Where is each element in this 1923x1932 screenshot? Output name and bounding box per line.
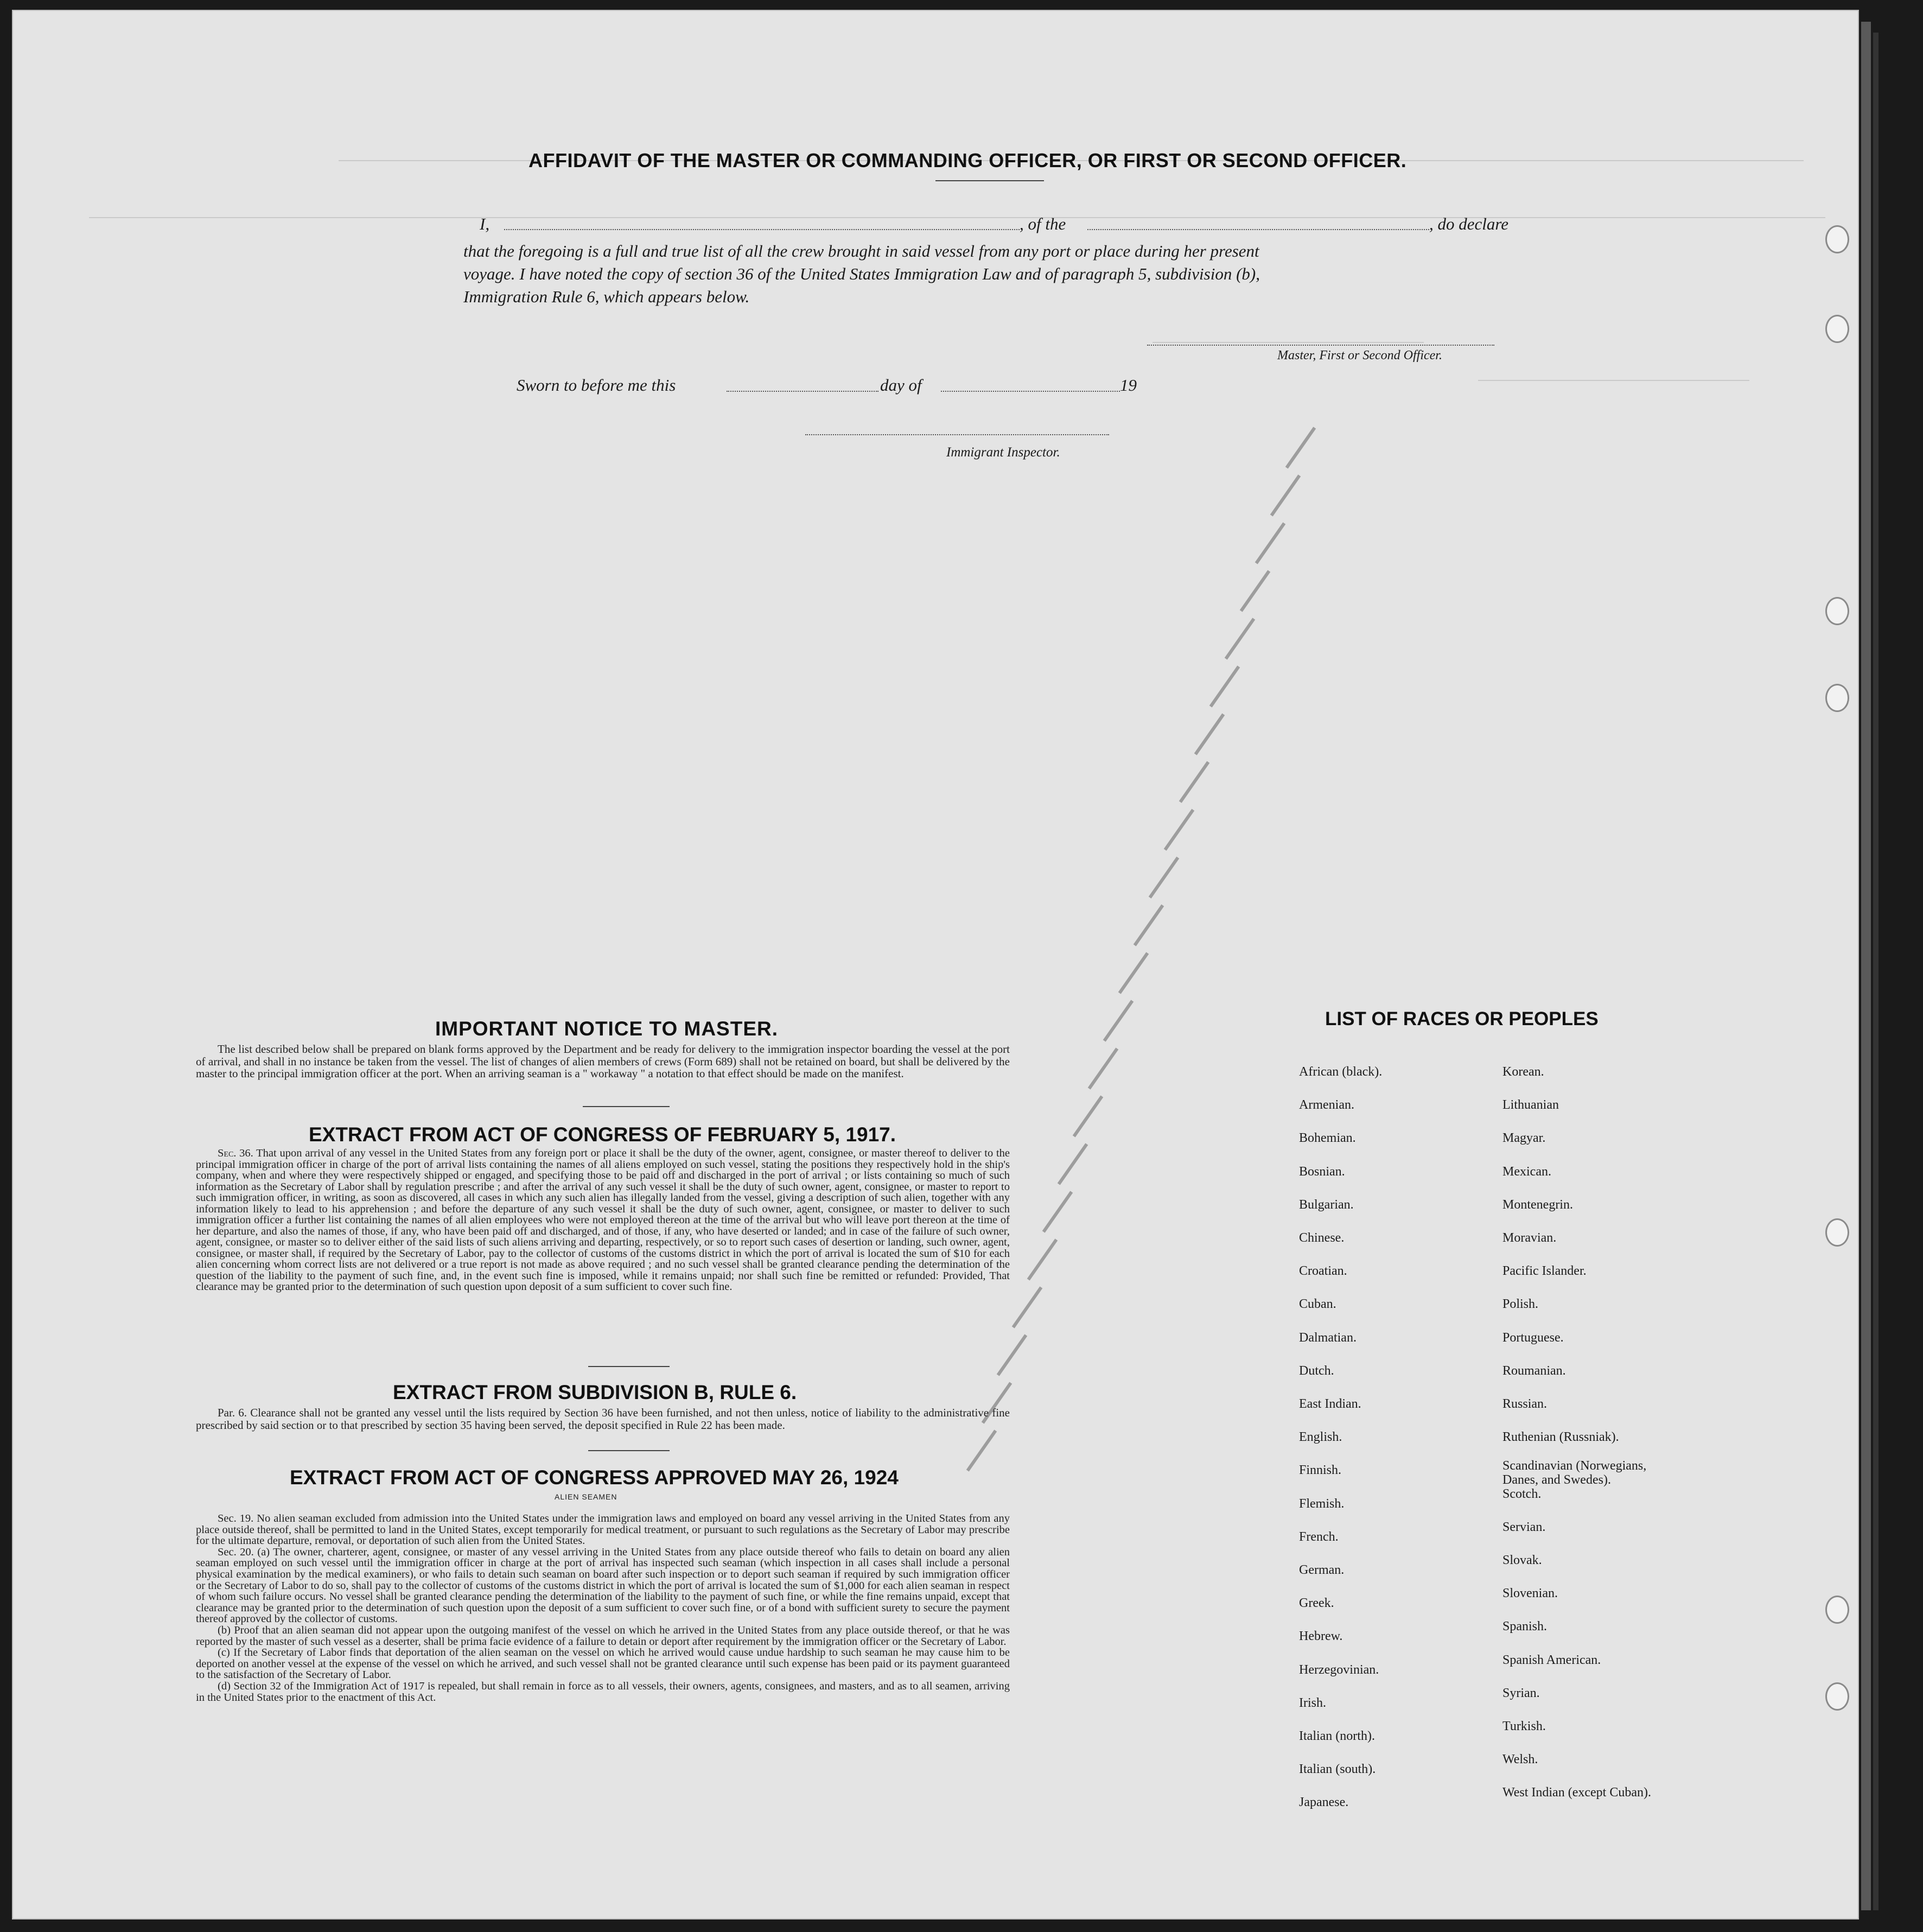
binding-hole <box>1825 597 1849 625</box>
ghost-tick-mark <box>1149 856 1180 898</box>
notice-body <box>196 1043 1010 1080</box>
extract-1924-subtitle: ALIEN SEAMEN <box>555 1492 617 1501</box>
race-item: Greek. <box>1299 1596 1334 1611</box>
binding-hole <box>1825 225 1849 253</box>
divider <box>935 180 1044 181</box>
ghost-tick-mark <box>1270 474 1301 516</box>
race-item: Herzegovinian. <box>1299 1662 1379 1677</box>
race-item: Montenegrin. <box>1502 1197 1573 1212</box>
ghost-tick-mark <box>1118 952 1149 994</box>
ghost-tick-mark <box>1179 761 1210 803</box>
race-item: African (black). <box>1299 1065 1383 1079</box>
extract-1924-title: EXTRACT FROM ACT OF CONGRESS APPROVED MAY 26, 1924 <box>290 1466 899 1489</box>
divider <box>588 1450 670 1451</box>
race-item: Korean. <box>1502 1065 1544 1079</box>
ghost-tick-mark <box>966 1429 997 1471</box>
master-signature-line <box>1147 345 1494 346</box>
name-blank <box>504 229 1020 230</box>
ghost-tick-mark <box>1134 904 1164 946</box>
binding-hole <box>1825 1682 1849 1711</box>
ghost-tick-mark <box>1225 618 1256 659</box>
race-item: West Indian (except Cuban). <box>1502 1785 1651 1800</box>
sec-20a-paragraph: Sec. 20. (a) The owner, charterer, agent, consignee, or master of any vessel arriving in the United States from any place outside thereof who fails to detain on board any alien seaman employed on such vessel until the immigration officer in charge at the port of arrival has inspected such seaman (which inspection in all cases shall include a personal physical examination by the medical examiners), or who fails to detain such seaman on board after such inspection or to deport such seaman if required by such immigration officer or the Secretary of Labor to do so, shall pay to the collector of customs of the customs district in which the port of arrival is located the sum of $1,000 for each alien seaman in respect of whom such failure occurs. No vessel shall be granted clearance pending the determination of the liability to the payment of such fine, or while the fine remains unpaid, except that clearance may be granted prior to the determination of such question upon the deposit of a sum sufficient to cover such fine, or of a bond with sufficient surety to secure the payment thereof approved by the collector of customs. <box>196 1546 1010 1625</box>
race-item: Magyar. <box>1502 1131 1546 1146</box>
affidavit-declare: , do declare <box>1429 214 1509 233</box>
extract-1924-body <box>196 1513 1010 1703</box>
master-signature-caption: Master, First or Second Officer. <box>1277 348 1442 363</box>
sec-20b-paragraph: (b) Proof that an alien seaman did not appear upon the outgoing manifest of the vessel on which he arrived in the United States from any place outside thereof, or that he was reported by the master of such vessel as a deserter, shall be prima facie evidence of a failure to detain or deport after requirement by the immigration officer or the Secretary of Labor. <box>196 1624 1010 1648</box>
race-item: Italian (south). <box>1299 1762 1376 1777</box>
rule-6-paragraph: Par. 6. Clearance shall not be granted any vessel until the lists required by Section 36 have been furnished, and not then unless, notice of liability to the administrative fine prescribed by said section or to that prescribed by section 35 having been served, the deposit specified in Rule 22 has been made. <box>196 1406 1010 1432</box>
race-item: Italian (north). <box>1299 1729 1375 1743</box>
race-item: Japanese. <box>1299 1795 1349 1810</box>
page-edge <box>1873 33 1879 1910</box>
race-item: East Indian. <box>1299 1397 1361 1411</box>
sec-20d-paragraph: (d) Section 32 of the Immigration Act of 1917 is repealed, but shall remain in force as to all vessels, their owners, agents, consignees, and masters, and as to all seamen, arriving in the United States prior to the enactment of this Act. <box>196 1680 1010 1704</box>
rule-6-body <box>196 1407 1010 1431</box>
ghost-tick-mark <box>1209 665 1240 707</box>
year-text: 19 <box>1120 376 1137 395</box>
section-label: Sec. 36. <box>218 1147 253 1159</box>
race-item: Flemish. <box>1299 1496 1345 1511</box>
extract-1917-body <box>196 1148 1010 1293</box>
binding-hole <box>1825 1218 1849 1247</box>
ghost-tick-mark <box>1058 1143 1088 1185</box>
race-item: Bohemian. <box>1299 1131 1356 1146</box>
race-item: Scandinavian (Norwegians, Danes, and Swedes). <box>1502 1459 1647 1488</box>
ghost-tick-mark <box>997 1334 1028 1376</box>
rule-6-title: EXTRACT FROM SUBDIVISION B, RULE 6. <box>393 1381 797 1403</box>
race-item: Servian. <box>1502 1520 1546 1534</box>
race-item: Portuguese. <box>1502 1330 1564 1345</box>
races-title: LIST OF RACES OR PEOPLES <box>1325 1008 1599 1029</box>
page-edge <box>1861 22 1871 1910</box>
race-item: Slovak. <box>1502 1553 1542 1567</box>
notice-title: IMPORTANT NOTICE TO MASTER. <box>435 1018 779 1040</box>
race-item: German. <box>1299 1563 1345 1577</box>
affidavit-line-1: that the foregoing is a full and true list of all the crew brought in said vessel from any port or place during her present <box>463 242 1259 260</box>
ghost-tick-mark <box>1164 809 1195 850</box>
race-item: Ruthenian (Russniak). <box>1502 1430 1619 1445</box>
divider <box>583 1106 670 1107</box>
race-item: Roumanian. <box>1502 1363 1566 1378</box>
divider <box>588 1366 670 1367</box>
race-item: Polish. <box>1502 1297 1539 1312</box>
race-item: Lithuanian <box>1502 1098 1559 1113</box>
race-item: Welsh. <box>1502 1752 1538 1767</box>
ghost-tick-mark <box>1027 1238 1058 1280</box>
race-item: Cuban. <box>1299 1297 1336 1312</box>
vessel-blank <box>1087 229 1429 230</box>
ghost-tick-mark <box>1073 1095 1104 1137</box>
race-item: Russian. <box>1502 1397 1548 1411</box>
race-item: Mexican. <box>1502 1164 1551 1179</box>
ghost-tick-mark <box>1255 522 1286 564</box>
extract-1917-title: EXTRACT FROM ACT OF CONGRESS OF FEBRUARY 5, 1917. <box>309 1123 896 1146</box>
race-item: Pacific Islander. <box>1502 1264 1587 1279</box>
document-page <box>12 10 1859 1920</box>
affidavit-i: I, <box>480 214 490 233</box>
race-item: French. <box>1299 1529 1339 1544</box>
month-blank <box>941 391 1120 392</box>
sworn-text: Sworn to before me this <box>517 376 676 395</box>
race-item: Spanish. <box>1502 1619 1548 1634</box>
ghost-tick-mark <box>1194 713 1225 755</box>
race-item: Syrian. <box>1502 1686 1540 1700</box>
race-item: Hebrew. <box>1299 1629 1343 1644</box>
ghost-tick-mark <box>1240 570 1271 612</box>
race-item: Finnish. <box>1299 1463 1342 1478</box>
affidavit-of-the: , of the <box>1020 214 1066 233</box>
binding-hole <box>1825 315 1849 343</box>
affidavit-line-2: voyage. I have noted the copy of section 36 of the United States Immigration Law and of paragraph 5, subdivision (b), <box>463 264 1260 283</box>
ghost-tick-mark <box>1285 427 1316 468</box>
sec-19-paragraph: Sec. 19. No alien seaman excluded from admission into the United States under the immigration laws and employed on board any vessel arriving in the United States from any place outside thereof, shall be permitted to land in the United States, except temporarily for medical treatment, or pursuant to such regulations as the Secretary of Labor may prescribe for the ultimate departure, removal, or deportation of such alien from the United States. <box>196 1512 1010 1547</box>
inspector-signature-line <box>805 434 1109 435</box>
ghost-tick-mark <box>1042 1191 1073 1232</box>
race-item: Bosnian. <box>1299 1164 1345 1179</box>
race-item: English. <box>1299 1430 1342 1445</box>
notice-paragraph: The list described below shall be prepared on blank forms approved by the Department and be ready for delivery to the immigration inspector boarding the vessel at the port of arrival, and shall in no instance be taken from the vessel. The list of changes of alien members of crews (Form 689) shall not be retained on board, but shall be delivered by the master to the principal immigration officer at the port. When an arriving seaman is a " workaway " a notation to that effect should be made on the manifest. <box>196 1043 1010 1080</box>
affidavit-title: AFFIDAVIT OF THE MASTER OR COMMANDING OFFICER, OR FIRST OR SECOND OFFICER. <box>528 149 1407 171</box>
race-item: Bulgarian. <box>1299 1197 1354 1212</box>
race-item: Scotch. <box>1502 1486 1542 1501</box>
race-item: Moravian. <box>1502 1231 1557 1245</box>
ghost-tick-mark <box>1088 1047 1119 1089</box>
inspector-caption: Immigrant Inspector. <box>946 445 1060 460</box>
ghost-tick-mark <box>1103 1000 1134 1041</box>
race-item: Croatian. <box>1299 1264 1347 1279</box>
race-item: Turkish. <box>1502 1719 1546 1733</box>
sec-20c-paragraph: (c) If the Secretary of Labor finds that deportation of the alien seaman on the vessel on which he arrived would cause undue hardship to such seaman he may cause him to be deported on another vessel at the expense of the vessel on which he arrived, and such vessel shall not be granted clearance until such expense has been paid or its payment guaranteed to the satisfaction of the Secretary of Labor. <box>196 1647 1010 1681</box>
race-item: Dalmatian. <box>1299 1330 1357 1345</box>
affidavit-line-3: Immigration Rule 6, which appears below. <box>463 287 750 306</box>
race-item: Spanish American. <box>1502 1653 1601 1667</box>
binding-hole <box>1825 684 1849 712</box>
race-item: Armenian. <box>1299 1098 1354 1113</box>
day-blank <box>727 391 878 392</box>
section-36-text: That upon arrival of any vessel in the United States from any foreign port or place it shall be the duty of the owner, agent, consignee, or master thereof to deliver to the principal immigration officer in charge of the port of arrival lists containing the names of all aliens employed on such vessel, stating the positions they respectively hold in the ship's company, when and where they were respectively shipped or engaged, and specifying those to be paid off and discharged in the port of arrival ; or lists containing so much of such information as the Secretary of Labor shall by regulation prescribe ; and after the arrival of any such vessel it shall be the duty of such owner, agent, consignee, or master to report to such immigration officer, in writing, as soon as discovered, all cases in which any such alien has illegally landed from the vessel, giving a description of such alien, together with any information likely to lead to his apprehension ; and before the departure of any such vessel it shall be the duty of such owner, agent, consignee, or master to deliver to such immigration officer a further list containing the names of all alien employees who were not employed thereon at the time of the arrival but who will leave port thereon at the time of her departure, and also the names of those, if any, who have been paid off and discharged, and of those, if any, who have deserted or landed; and in case of the failure of such owner, agent, consignee, or master so to deliver either of the said lists of such aliens arriving and departing, respectively, or so to report such cases of desertion or landing, such owner, agent, consignee, or master shall, if required by the Secretary of Labor, pay to the collector of customs of the customs district in which the port of arrival is located the sum of $10 for each alien concerning whom correct lists are not delivered or a true report is not made as above required ; and no such vessel shall be granted clearance pending the determination of the question of the liability to the payment of such fine, and, in the event such fine is imposed, while it remains unpaid; nor shall such fine be remitted or refunded: Provided, That clearance may be granted prior to the determination of such question upon deposit of a sum sufficient to cover such fine. <box>196 1147 1010 1293</box>
race-item: Dutch. <box>1299 1363 1334 1378</box>
binding-hole <box>1825 1596 1849 1624</box>
race-item: Irish. <box>1299 1695 1326 1710</box>
day-of-text: day of <box>880 376 922 395</box>
race-item: Chinese. <box>1299 1231 1345 1245</box>
race-item: Slovenian. <box>1502 1586 1558 1601</box>
ghost-tick-mark <box>1012 1286 1043 1328</box>
